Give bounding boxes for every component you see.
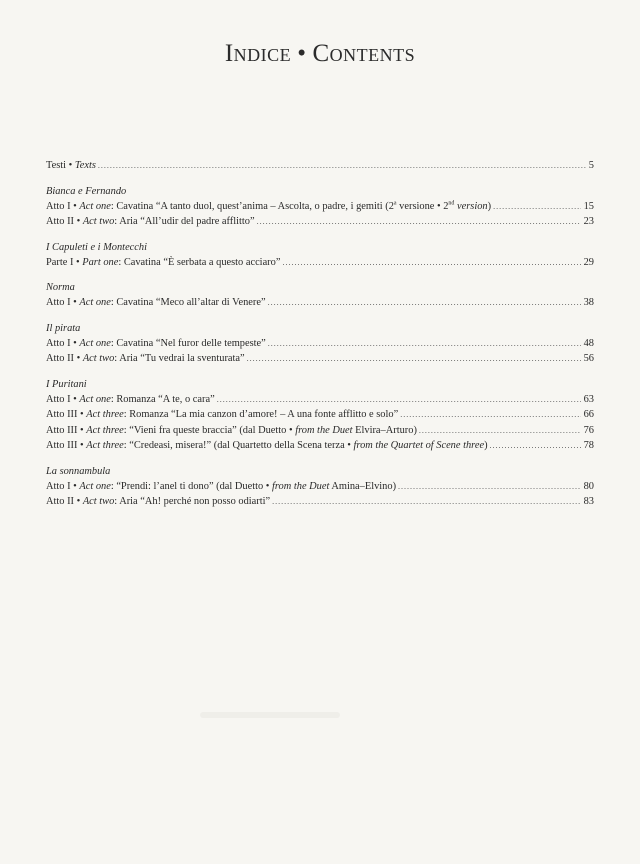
entry-italic2: from the Duet	[272, 480, 330, 492]
title-bullet: •	[297, 40, 307, 67]
toc-entry-label	[46, 407, 398, 423]
entry-text: : “Vieni fra queste braccia” (dal Duetto •	[123, 424, 296, 436]
page-number: 78	[583, 440, 594, 451]
entry-text: : Romanza “A te, o cara”	[110, 393, 215, 405]
entry-text: : Aria “All’udir del padre afflitto”	[114, 216, 255, 227]
toc-entry[interactable]	[46, 407, 594, 423]
entry-text2: versione • 2	[396, 200, 449, 212]
toc-entry[interactable]	[46, 423, 594, 439]
leader-dots	[268, 295, 581, 311]
page-number: 29	[583, 256, 594, 268]
title-english: Contents	[312, 40, 416, 67]
leader-dots	[419, 423, 581, 439]
entry-prefix: Atto I •	[46, 200, 80, 212]
paper-smudge	[200, 712, 340, 718]
page-number: 80	[583, 480, 594, 492]
toc-entry[interactable]	[46, 479, 594, 495]
entry-italic2: from the Quartet of Scene three	[353, 440, 485, 451]
entry-italic: Act one	[79, 393, 111, 405]
entry-italic: Act two	[82, 496, 115, 507]
entry-italic: Act one	[79, 480, 111, 492]
toc-entry-label	[46, 438, 488, 454]
entry-text: : Romanza “La mia canzon d’amore! – A una fonte afflitto e solo”	[123, 409, 399, 420]
page-number: 66	[583, 409, 594, 420]
entry-prefix: Atto I •	[46, 337, 80, 349]
leader-dots	[400, 407, 580, 423]
toc-entry-label	[46, 199, 491, 215]
entry-italic2: version	[454, 200, 488, 212]
toc-entry[interactable]	[46, 199, 594, 215]
toc-entry[interactable]	[46, 255, 594, 271]
opera-title: Il pirata	[46, 322, 81, 334]
toc-entry[interactable]	[46, 438, 594, 454]
leader-dots	[257, 214, 581, 230]
entry-text3: Amina–Elvino)	[329, 480, 397, 492]
page-number: 76	[583, 424, 594, 436]
entry-italic: Part one	[82, 256, 119, 268]
entry-prefix: Testi •	[46, 160, 75, 171]
toc-entry-label	[46, 392, 215, 408]
leader-dots	[217, 392, 581, 408]
entry-text: : Aria “Ah! perché non posso odiarti”	[114, 496, 271, 507]
entry-text: : “Credeasi, misera!” (dal Quartetto della Scena terza •	[123, 440, 354, 451]
page-number: 48	[583, 337, 594, 349]
opera-title: I Capuleti e i Montecchi	[46, 241, 147, 253]
entry-prefix: Atto I •	[46, 480, 80, 492]
page-number: 83	[583, 496, 594, 507]
entry-text3: )	[484, 440, 488, 451]
entry-prefix: Atto III •	[46, 409, 87, 420]
entry-prefix: Atto III •	[46, 424, 87, 436]
toc-entry-label	[46, 423, 417, 439]
toc-entry-texts[interactable]	[46, 158, 594, 174]
leader-dots	[490, 438, 581, 454]
toc-entry[interactable]	[46, 336, 594, 352]
opera-title: La sonnambula	[46, 465, 111, 477]
leader-dots	[268, 336, 581, 352]
toc-entry-label	[46, 255, 280, 271]
entry-text: : Cavatina “È serbata a questo acciaro”	[118, 256, 281, 268]
entry-prefix: Atto II •	[46, 216, 83, 227]
toc-entry[interactable]	[46, 351, 594, 367]
leader-dots	[272, 494, 580, 510]
toc-entry-label	[46, 336, 266, 352]
entry-italic: Act two	[82, 353, 115, 364]
leader-dots	[398, 479, 581, 495]
entry-sup: a	[393, 200, 397, 207]
toc-entry-label	[46, 295, 266, 311]
toc-entry[interactable]	[46, 494, 594, 510]
entry-italic: Act two	[82, 216, 115, 227]
page-number: 23	[583, 216, 594, 227]
opera-title: Bianca e Fernando	[46, 185, 127, 197]
entry-prefix: Atto III •	[46, 440, 87, 451]
entry-prefix: Atto II •	[46, 496, 83, 507]
opera-title: Norma	[46, 282, 75, 293]
entry-italic: Act one	[79, 297, 111, 308]
leader-dots	[247, 351, 581, 367]
entry-prefix: Atto I •	[46, 393, 80, 405]
entry-text: : Aria “Tu vedrai la sventurata”	[114, 353, 245, 364]
opera-sections	[46, 184, 594, 510]
toc-entry-label	[46, 158, 96, 174]
page-title	[0, 40, 640, 68]
entry-italic: Act three	[86, 424, 124, 436]
entry-italic: Act three	[86, 409, 124, 420]
toc-entry-label	[46, 494, 270, 510]
title-italian: Indice	[224, 40, 292, 67]
page-number: 5	[588, 160, 594, 171]
entry-prefix: Parte I •	[46, 256, 83, 268]
leader-dots	[282, 255, 580, 271]
entry-text3: Elvira–Arturo)	[352, 424, 417, 436]
page-number: 15	[583, 200, 594, 212]
entry-text: : Cavatina “Meco all’altar di Venere”	[110, 297, 266, 308]
entry-text: : “Prendi: l’anel ti dono” (dal Duetto •	[110, 480, 273, 492]
toc-entry[interactable]	[46, 214, 594, 230]
toc-entry[interactable]	[46, 295, 594, 311]
entry-italic2: from the Duet	[295, 424, 353, 436]
entry-italic: Texts	[74, 160, 96, 171]
toc-entry-label	[46, 351, 245, 367]
entry-prefix: Atto II •	[46, 353, 83, 364]
entry-text3: )	[487, 200, 492, 212]
entry-text: : Cavatina “Nel furor delle tempeste”	[110, 337, 266, 349]
page-number: 63	[583, 393, 594, 405]
toc-entry-label	[46, 214, 255, 230]
page-number: 56	[583, 353, 594, 364]
leader-dots	[493, 199, 581, 215]
entry-prefix: Atto I •	[46, 297, 80, 308]
entry-italic: Act one	[79, 337, 111, 349]
opera-title: I Puritani	[46, 378, 87, 390]
entry-italic: Act three	[86, 440, 124, 451]
entry-sup2: nd	[448, 200, 455, 207]
page-number: 38	[583, 297, 594, 308]
leader-dots	[98, 158, 586, 174]
entry-text: : Cavatina “A tanto duol, quest’anima – Ascolta, o padre, i gemiti (2	[110, 200, 394, 212]
table-of-contents	[46, 158, 594, 510]
toc-entry-label	[46, 479, 396, 495]
entry-italic: Act one	[79, 200, 111, 212]
toc-entry[interactable]	[46, 392, 594, 408]
